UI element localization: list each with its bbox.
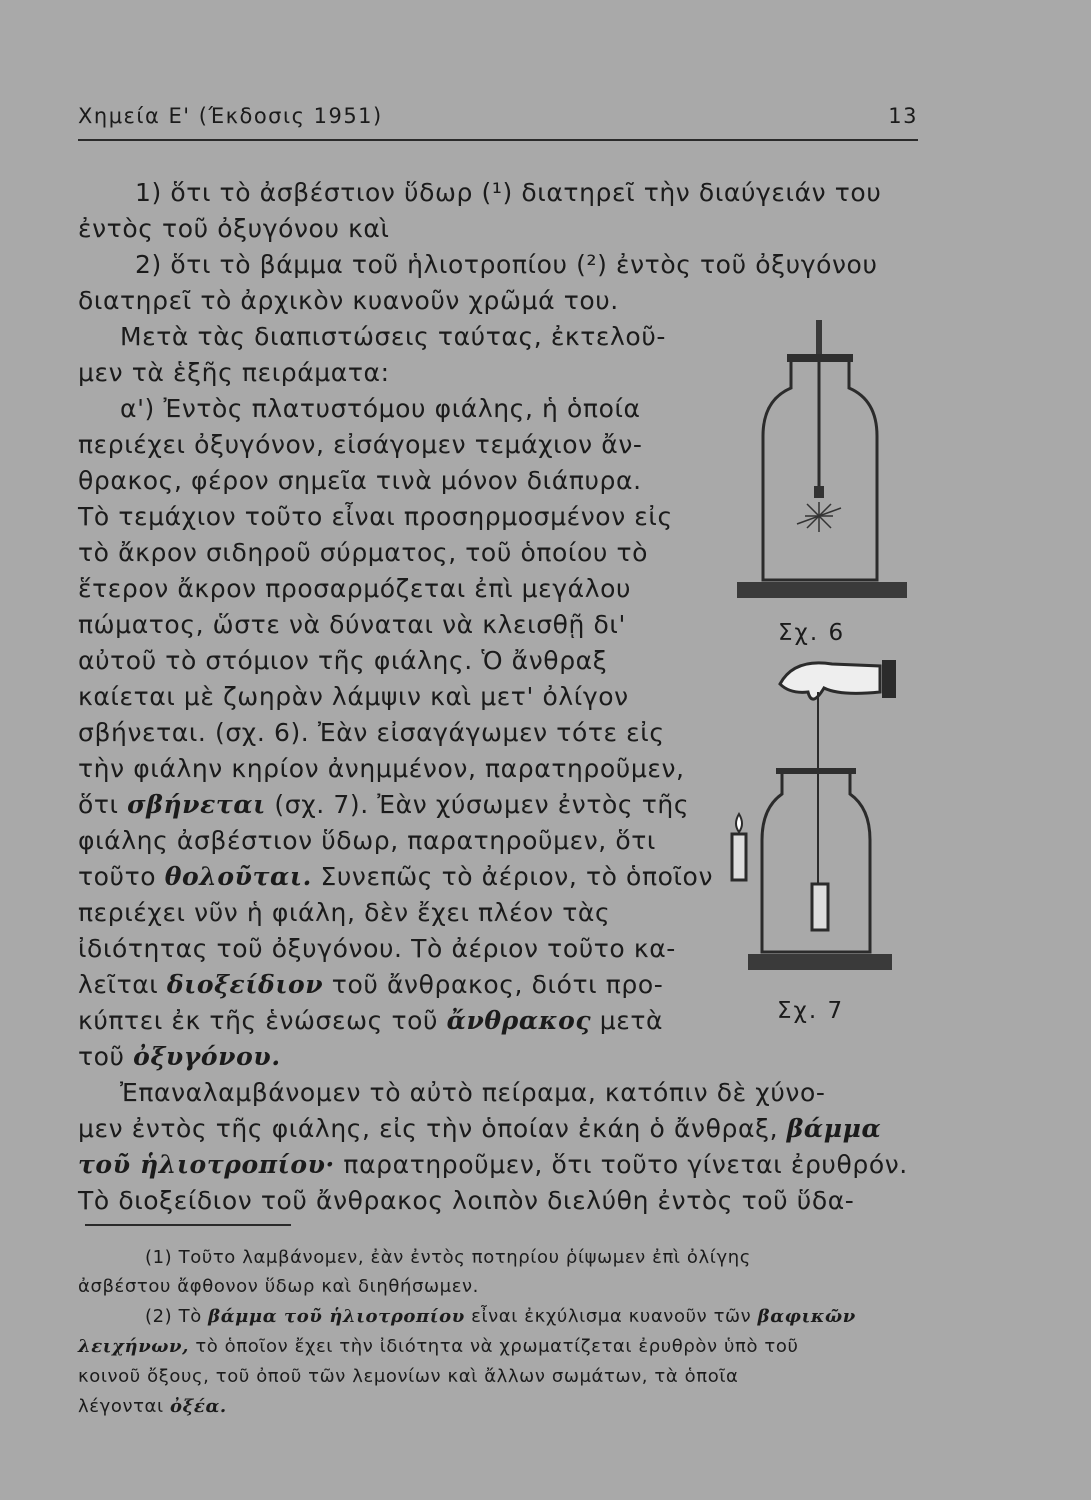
text-line: Τὸ τεμάχιον τοῦτο εἶναι προσηρμοσμένον εἰς bbox=[78, 502, 673, 531]
footnote-line: (1) Τοῦτο λαμβάνομεν, ἐὰν ἐντὸς ποτηρίου ῥίψωμεν ἐπὶ ὀλίγης bbox=[145, 1247, 751, 1268]
emphasis-text: βάμμα bbox=[786, 1114, 882, 1143]
emphasis-text: βάμμα τοῦ ἡλιοτροπίου bbox=[208, 1306, 465, 1327]
text-line: Μετὰ τὰς διαπιστώσεις ταύτας, ἐκτελοῦ- bbox=[120, 322, 667, 351]
text-line: τὴν φιάλην κηρίον ἀνημμένον, παρατηροῦμεν, bbox=[78, 754, 685, 783]
text-span: λεῖται bbox=[78, 970, 159, 999]
footnote-line bbox=[78, 1392, 227, 1422]
emphasis-text: ἄνθρακος bbox=[446, 1006, 592, 1035]
text-line bbox=[78, 862, 713, 892]
text-span: εἶναι ἐκχύλισμα κυανοῦν τῶν bbox=[471, 1306, 752, 1327]
text-line: ἕτερον ἄκρον προσαρμόζεται ἐπὶ μεγάλου bbox=[78, 574, 632, 603]
emphasis-text: θολοῦται. bbox=[164, 862, 312, 891]
text-span: τοῦτο bbox=[78, 862, 157, 891]
text-span: κύπτει ἐκ τῆς ἑνώσεως τοῦ bbox=[78, 1006, 439, 1035]
text-span: μεν ἐντὸς τῆς φιάλης, εἰς τὴν ὁποίαν ἐκάη ὁ ἄνθραξ, bbox=[78, 1114, 779, 1143]
figure-6-caption: Σχ. 6 bbox=[778, 620, 846, 646]
text-line: ἰδιότητας τοῦ ὀξυγόνου. Τὸ ἀέριον τοῦτο κα- bbox=[78, 934, 676, 963]
footnote-line: ἀσβέστου ἄφθονον ὕδωρ καὶ διηθήσωμεν. bbox=[78, 1276, 479, 1297]
text-span: τοῦ ἄνθρακος, διότι προ- bbox=[331, 970, 664, 999]
text-line: πώματος, ὥστε νὰ δύναται νὰ κλεισθῇ δι' bbox=[78, 610, 626, 639]
text-line: α') Ἐντὸς πλατυστόμου φιάλης, ἡ ὁποία bbox=[120, 394, 641, 423]
text-line: αὐτοῦ τὸ στόμιον τῆς φιάλης. Ὁ ἄνθραξ bbox=[78, 646, 608, 675]
text-line: περιέχει νῦν ἡ φιάλη, δὲν ἔχει πλέον τὰς bbox=[78, 898, 611, 927]
header-rule bbox=[78, 139, 918, 141]
emphasis-text: λειχήνων, bbox=[78, 1336, 189, 1357]
footnote-line bbox=[145, 1302, 856, 1332]
footnote-rule bbox=[85, 1224, 291, 1226]
text-line: καίεται μὲ ζωηρὰν λάμψιν καὶ μετ' ὀλίγον bbox=[78, 682, 629, 711]
text-span: Συνεπῶς τὸ ἀέριον, τὸ ὁποῖον bbox=[320, 862, 714, 891]
text-line bbox=[78, 1006, 663, 1036]
emphasis-text: τοῦ ἡλιοτροπίου· bbox=[78, 1150, 335, 1179]
text-line: περιέχει ὀξυγόνον, εἰσάγομεν τεμάχιον ἄν- bbox=[78, 430, 643, 459]
footnote-line bbox=[78, 1332, 798, 1362]
text-line: φιάλης ἀσβέστιον ὕδωρ, παρατηροῦμεν, ὅτι bbox=[78, 826, 656, 855]
text-span: τοῦ bbox=[78, 1042, 125, 1071]
text-line: Τὸ διοξείδιον τοῦ ἄνθρακος λοιπὸν διελύθη ἐντὸς τοῦ ὕδα- bbox=[78, 1186, 855, 1215]
text-line: Ἐπαναλαμβάνομεν τὸ αὐτὸ πείραμα, κατόπιν δὲ χύνο- bbox=[120, 1078, 826, 1107]
text-line bbox=[78, 1150, 908, 1180]
text-span: παρατηροῦμεν, ὅτι τοῦτο γίνεται ἐρυθρόν. bbox=[343, 1150, 908, 1179]
text-line bbox=[78, 1114, 881, 1144]
emphasis-text: διοξείδιον bbox=[166, 970, 324, 999]
text-line bbox=[78, 1042, 281, 1072]
text-span: τὸ ὁποῖον ἔχει τὴν ἰδιότητα νὰ χρωματίζεται ἐρυθρὸν ὑπὸ τοῦ bbox=[195, 1336, 799, 1357]
text-line: ἐντὸς τοῦ ὀξυγόνου καὶ bbox=[78, 214, 390, 243]
running-header bbox=[78, 98, 918, 138]
footnote-line: κοινοῦ ὄξους, τοῦ ὀποῦ τῶν λεμονίων καὶ ἄλλων σωμάτων, τὰ ὁποῖα bbox=[78, 1366, 739, 1387]
text-line: 2) ὅτι τὸ βάμμα τοῦ ἡλιοτροπίου (²) ἐντὸς τοῦ ὀξυγόνου bbox=[135, 250, 878, 279]
text-line: 1) ὅτι τὸ ἀσβέστιον ὕδωρ (¹) διατηρεῖ τὴν διαύγειάν του bbox=[135, 178, 882, 207]
page-number: 13 bbox=[888, 104, 918, 128]
emphasis-text: βαφικῶν bbox=[757, 1306, 856, 1327]
emphasis-text: ὀξέα. bbox=[170, 1396, 227, 1417]
text-span: ὅτι bbox=[78, 790, 119, 819]
header-title: Χημεία Ε' (Έκδοσις 1951) bbox=[78, 104, 383, 128]
text-span: (σχ. 7). Ἐὰν χύσωμεν ἐντὸς τῆς bbox=[274, 790, 690, 819]
text-span: μετὰ bbox=[599, 1006, 664, 1035]
text-line: θρακος, φέρον σημεῖα τινὰ μόνον διάπυρα. bbox=[78, 466, 642, 495]
emphasis-text: σβήνεται bbox=[127, 790, 266, 819]
text-line bbox=[78, 970, 663, 1000]
figure-6-burning-charcoal-jar bbox=[735, 318, 910, 610]
emphasis-text: ὀξυγόνου. bbox=[133, 1042, 281, 1071]
text-line: τὸ ἄκρον σιδηροῦ σύρματος, τοῦ ὁποίου τὸ bbox=[78, 538, 648, 567]
text-span: λέγονται bbox=[78, 1396, 164, 1417]
text-line: σβήνεται. (σχ. 6). Ἐὰν εἰσαγάγωμεν τότε εἰς bbox=[78, 718, 665, 747]
figure-7-candle-jar bbox=[720, 652, 920, 974]
text-span: (2) Τὸ bbox=[145, 1306, 202, 1327]
text-line: διατηρεῖ τὸ ἀρχικὸν κυανοῦν χρῶμά του. bbox=[78, 286, 619, 315]
figure-7-caption: Σχ. 7 bbox=[777, 998, 845, 1024]
text-line bbox=[78, 790, 689, 820]
text-line: μεν τὰ ἑξῆς πειράματα: bbox=[78, 358, 390, 387]
